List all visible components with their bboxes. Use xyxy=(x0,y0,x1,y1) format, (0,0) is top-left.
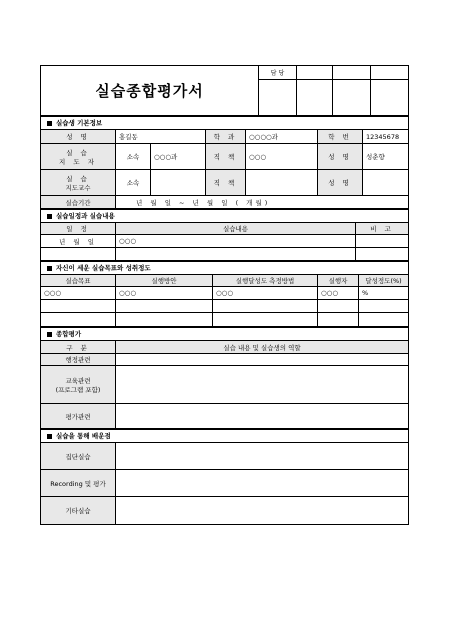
period-value[interactable]: 년 월 일 ~ 년 월 일 ( 개월) xyxy=(116,196,409,209)
professor-position-label: 직 책 xyxy=(206,170,246,196)
evaluation-row-admin: 행정관련 xyxy=(41,354,116,366)
goals-cell-executor[interactable] xyxy=(318,300,359,313)
section-header-schedule: 실습일정과 실습내용 xyxy=(41,210,409,223)
goals-header-plan: 실행방안 xyxy=(116,275,213,287)
evaluation-header-content: 실습 내용 및 실습생의 역할 xyxy=(116,341,409,354)
seal-box[interactable] xyxy=(371,80,409,116)
supervisor-name-value[interactable]: 성춘향 xyxy=(363,144,409,170)
evaluation-row-education: 교육관련 (프로그램 포함) xyxy=(41,366,116,404)
basic-info-table xyxy=(40,116,409,209)
schedule-row-note[interactable] xyxy=(356,248,409,261)
professor-affil-label: 소속 xyxy=(116,170,151,196)
goals-cell-measure[interactable]: ○○○ xyxy=(213,287,318,300)
goals-cell-achievement[interactable]: % xyxy=(359,287,409,300)
goals-cell-goal[interactable]: ○○○ xyxy=(41,287,116,300)
goals-table xyxy=(40,261,409,327)
learned-cell[interactable] xyxy=(116,470,409,497)
professor-name-label: 성 명 xyxy=(318,170,363,196)
section-header-learned: 실습을 통해 배운점 xyxy=(41,430,409,443)
supervisor-label: 실 습 지 도 자 xyxy=(41,144,116,170)
approval-cell[interactable] xyxy=(297,66,333,80)
goals-header-measure: 실행달성도 측정방법 xyxy=(213,275,318,287)
learned-row-other: 기타실습 xyxy=(41,497,116,525)
evaluation-cell[interactable] xyxy=(116,404,409,429)
goals-cell-plan[interactable]: ○○○ xyxy=(116,287,213,300)
goals-cell-measure[interactable] xyxy=(213,300,318,313)
schedule-row-content[interactable] xyxy=(116,248,356,261)
goals-cell-executor[interactable] xyxy=(318,313,359,327)
goals-cell-plan[interactable] xyxy=(116,300,213,313)
goals-cell-measure[interactable] xyxy=(213,313,318,327)
schedule-table xyxy=(40,209,409,261)
title-block xyxy=(40,65,409,116)
supervisor-position-label: 직 책 xyxy=(206,144,246,170)
student-id-value[interactable]: 12345678 xyxy=(363,130,409,144)
dept-label: 학 과 xyxy=(206,130,246,144)
seal-box[interactable] xyxy=(297,80,333,116)
schedule-header-date: 일 정 xyxy=(41,223,116,235)
evaluation-header-category: 구 분 xyxy=(41,341,116,354)
student-id-label: 학 번 xyxy=(318,130,363,144)
approval-cell[interactable] xyxy=(333,66,371,80)
schedule-header-note: 비 고 xyxy=(356,223,409,235)
goals-cell-plan[interactable] xyxy=(116,313,213,327)
supervisor-position-value[interactable]: ○○○ xyxy=(246,144,318,170)
professor-label: 실 습 지도교수 xyxy=(41,170,116,196)
learned-cell[interactable] xyxy=(116,497,409,525)
learned-table xyxy=(40,429,409,525)
learned-row-recording: Recording 및 평가 xyxy=(41,470,116,497)
goals-cell-achievement[interactable] xyxy=(359,300,409,313)
supervisor-affil-label: 소속 xyxy=(116,144,151,170)
section-header-goals: 자신이 세운 실습목표와 성취정도 xyxy=(41,262,409,275)
evaluation-cell[interactable] xyxy=(116,366,409,404)
evaluation-form xyxy=(40,65,408,525)
professor-position-value[interactable] xyxy=(246,170,318,196)
dept-value[interactable]: ○○○○과 xyxy=(246,130,318,144)
square-bullet-icon xyxy=(47,266,52,271)
section-header-evaluation: 종합평가 xyxy=(41,328,409,341)
goals-cell-executor[interactable]: ○○○ xyxy=(318,287,359,300)
goals-cell-goal[interactable] xyxy=(41,300,116,313)
schedule-row-date[interactable]: 년 월 일 xyxy=(41,235,116,248)
schedule-header-content: 실습내용 xyxy=(116,223,356,235)
period-label: 실습기간 xyxy=(41,196,116,209)
page-title: 실습종합평가서 xyxy=(41,66,259,116)
seal-box[interactable] xyxy=(333,80,371,116)
goals-cell-goal[interactable] xyxy=(41,313,116,327)
learned-row-group: 집단실습 xyxy=(41,443,116,470)
professor-name-value[interactable] xyxy=(363,170,409,196)
goals-cell-achievement[interactable] xyxy=(359,313,409,327)
goals-header-executor: 실행자 xyxy=(318,275,359,287)
supervisor-name-label: 성 명 xyxy=(318,144,363,170)
approval-label: 담 당 xyxy=(259,66,297,80)
square-bullet-icon xyxy=(47,332,52,337)
evaluation-cell[interactable] xyxy=(116,354,409,366)
name-value[interactable]: 홍길동 xyxy=(116,130,206,144)
goals-header-achievement: 달성정도(%) xyxy=(359,275,409,287)
square-bullet-icon xyxy=(47,214,52,219)
schedule-row-content[interactable]: ○○○ xyxy=(116,235,356,248)
schedule-row-note[interactable] xyxy=(356,235,409,248)
schedule-row-date[interactable] xyxy=(41,248,116,261)
seal-box[interactable] xyxy=(259,80,297,116)
learned-cell[interactable] xyxy=(116,443,409,470)
section-header-basic: 실습생 기본정보 xyxy=(41,117,409,130)
square-bullet-icon xyxy=(47,434,52,439)
supervisor-affil-value[interactable]: ○○○과 xyxy=(151,144,206,170)
goals-header-goal: 실습목표 xyxy=(41,275,116,287)
name-label: 성 명 xyxy=(41,130,116,144)
square-bullet-icon xyxy=(47,121,52,126)
professor-affil-value[interactable] xyxy=(151,170,206,196)
evaluation-table xyxy=(40,327,409,429)
approval-cell[interactable] xyxy=(371,66,409,80)
evaluation-row-assessment: 평가관련 xyxy=(41,404,116,429)
